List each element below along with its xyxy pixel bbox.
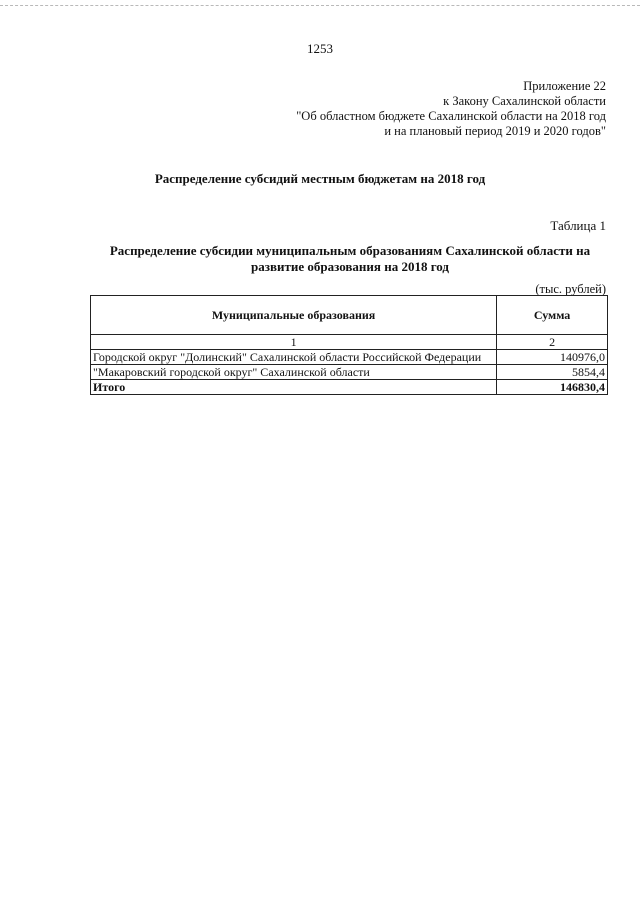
- row-municipality-name: Городской округ "Долинский" Сахалинской области Российской Федерации: [91, 350, 497, 365]
- table-title-line-2: развитие образования на 2018 год: [251, 259, 449, 274]
- header-municipalities: Муниципальные образования: [91, 296, 497, 335]
- column-number-row: [91, 335, 608, 350]
- scan-artifact-line: [0, 5, 640, 6]
- total-label: Итого: [91, 380, 497, 395]
- units-label: (тыс. рублей): [535, 282, 606, 296]
- table-row: [91, 350, 608, 365]
- row-amount: 5854,4: [497, 365, 608, 380]
- table-title: [90, 243, 610, 275]
- appendix-line-2: к Закону Сахалинской области: [443, 94, 606, 108]
- page-number: 1253: [307, 41, 333, 56]
- table-label: Таблица 1: [550, 218, 606, 233]
- appendix-line-4: и на плановый период 2019 и 2020 годов": [384, 124, 606, 138]
- header-sum: Сумма: [497, 296, 608, 335]
- table-row: [91, 365, 608, 380]
- appendix-reference: [296, 79, 606, 139]
- document-title: Распределение субсидий местным бюджетам на 2018 год: [154, 171, 486, 186]
- total-row: [91, 380, 608, 395]
- column-number-1: 1: [91, 335, 497, 350]
- table-title-line-1: Распределение субсидии муниципальным образованиям Сахалинской области на: [109, 243, 591, 258]
- table-header-row: [91, 296, 608, 335]
- total-amount: 146830,4: [497, 380, 608, 395]
- subsidy-table: [90, 295, 608, 395]
- appendix-line-1: Приложение 22: [523, 79, 606, 93]
- row-municipality-name: "Макаровский городской округ" Сахалинской области: [91, 365, 497, 380]
- appendix-line-3: "Об областном бюджете Сахалинской области на 2018 год: [296, 109, 606, 123]
- row-amount: 140976,0: [497, 350, 608, 365]
- column-number-2: 2: [497, 335, 608, 350]
